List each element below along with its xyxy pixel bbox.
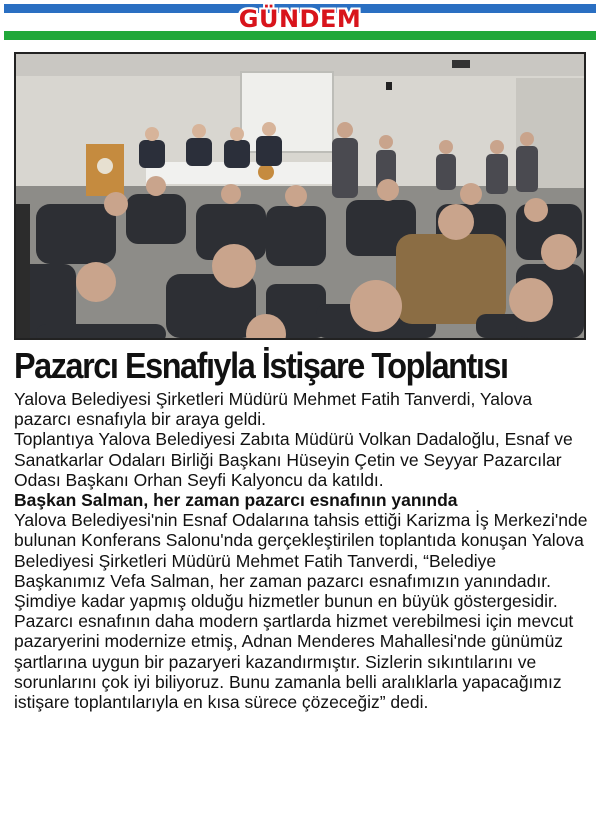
article-body bbox=[14, 389, 590, 712]
article-headline: Pazarcı Esnafıyla İstişare Toplantısı bbox=[14, 345, 508, 386]
section-title: GÜNDEM bbox=[238, 5, 362, 33]
article-paragraph-1: Toplantıya Yalova Belediyesi Zabıta Müdürü Volkan Dadaloğlu, Esnaf ve Sanatkarlar Odaları Birliği Başkanı Hüseyin Çetin ve Seyyar Pazarcılar Odası Başkanı Orhan Seyfi Kalyoncu da katıldı. bbox=[14, 429, 573, 490]
article-subheading: Başkan Salman, her zaman pazarcı esnafının yanında bbox=[14, 490, 458, 511]
article-paragraph-2: Yalova Belediyesi'nin Esnaf Odalarına tahsis ettiği Karizma İş Merkezi'nde bulunan Konferans Salonu'nda gerçekleştirilen toplantıda konuşan Yalova Belediyesi Şirketleri Müdürü Mehmet Fatih Tanverdi, “Belediye Başkanımız Vefa Salman, her zaman pazarcı esnafımızın yanındadır. Şimdiye kadar yapmış olduğu hizmetler bunun en büyük göstergesidir. Pazarcı esnafının daha modern şartlarda hizmet verebilmesi için mevcut pazaryerini modernize etmiş, Adnan Menderes Mahallesi'nde günümüz şartlarına uygun bir pazaryeri kazandırmıştır. Sizlerin sıkıntılarını ve sorunlarını çok iyi biliyoruz. Bunu zamanla belli aralıklarla yapacağımız istişare toplantılarıyla en kısa sürece çözeceğiz” dedi. bbox=[14, 510, 588, 713]
section-banner bbox=[4, 4, 596, 40]
article-lead: Yalova Belediyesi Şirketleri Müdürü Mehmet Fatih Tanverdi, Yalova pazarcı esnafıyla bir araya geldi. bbox=[14, 389, 533, 430]
meeting-photo-illustration bbox=[16, 54, 584, 338]
meeting-photo bbox=[14, 52, 586, 340]
